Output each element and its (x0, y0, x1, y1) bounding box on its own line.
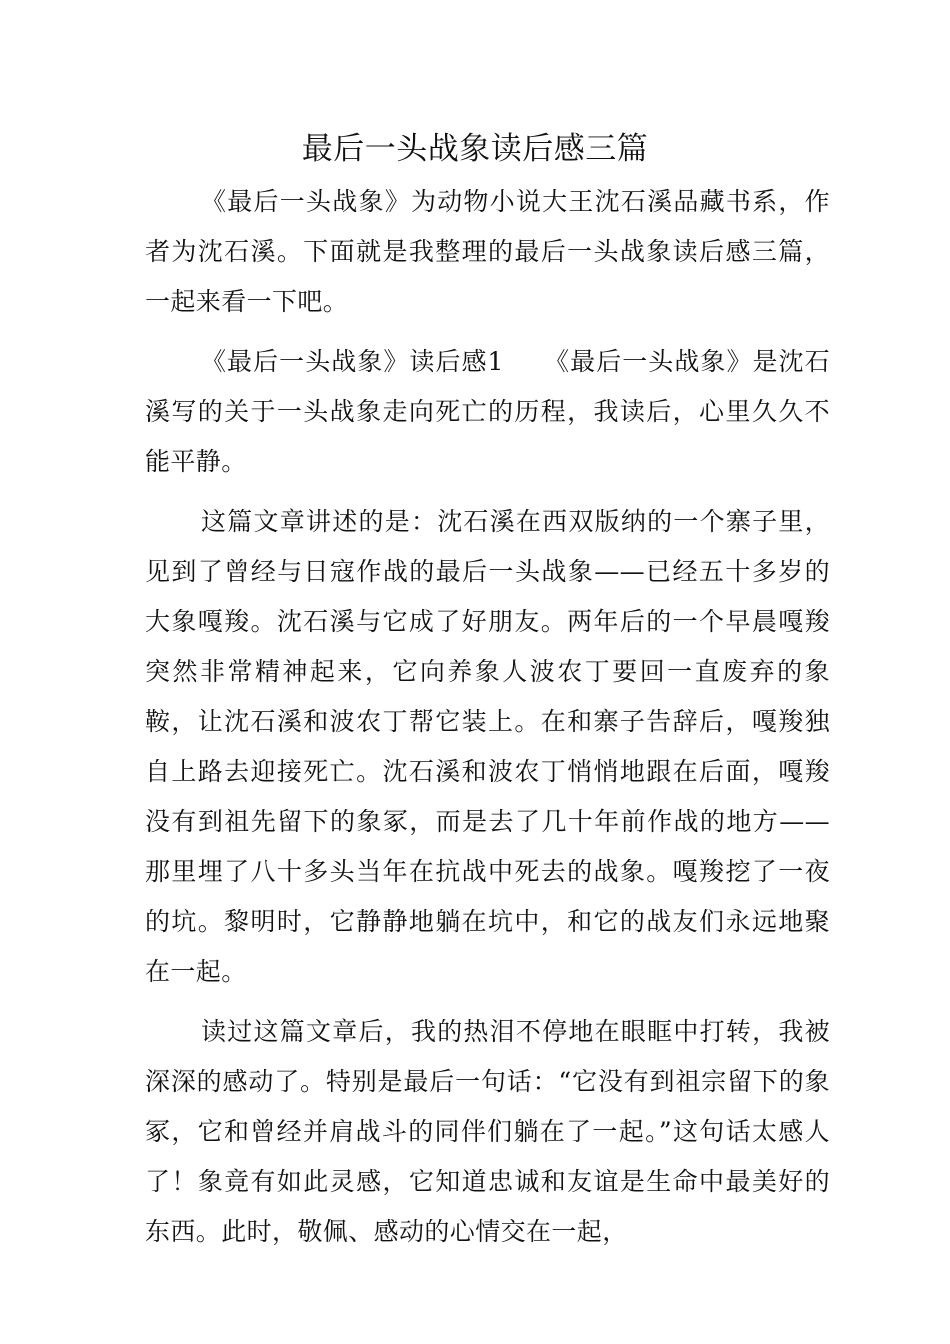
paragraph-story-summary: 这篇文章讲述的是：沈石溪在西双版纳的一个寨子里，见到了曾经与日寇作战的最后一头战象——已经五十多岁的大象嘎羧。沈石溪与它成了好朋友。两年后的一个早晨嘎羧突然非常精神起来，它向养象人波农丁要回一直废弃的象鞍，让沈石溪和波农丁帮它装上。在和寨子告辞后，嘎羧独自上路去迎接死亡。沈石溪和波农丁悄悄地跟在后面，嘎羧没有到祖先留下的象冢，而是去了几十年前作战的地方——那里埋了八十多头当年在抗战中死去的战象。嘎羧挖了一夜的坑。黎明时，它静静地躺在坑中，和它的战友们永远地聚在一起。 (145, 507, 830, 986)
paragraph-reflection: 读过这篇文章后，我的热泪不停地在眼眶中打转，我被深深的感动了。特别是最后一句话：“它没有到祖宗留下的象冢，它和曾经并肩战斗的同伴们躺在了一起。”这句话太感人了！象竟有如此灵感，它知道忠诚和友谊是生命中最美好的东西。此时，敬佩、感动的心情交在一起， (145, 1017, 830, 1246)
paragraph-review-1-intro: 《最后一头战象》读后感1 《最后一头战象》是沈石溪写的关于一头战象走向死亡的历程，我读后，心里久久不能平静。 (145, 347, 830, 476)
paragraph-intro: 《最后一头战象》为动物小说大王沈石溪品藏书系，作者为沈石溪。下面就是我整理的最后一头战象读后感三篇，一起来看一下吧。 (145, 187, 830, 316)
document-body (145, 177, 830, 1267)
document-title: 最后一头战象读后感三篇 (301, 131, 649, 167)
